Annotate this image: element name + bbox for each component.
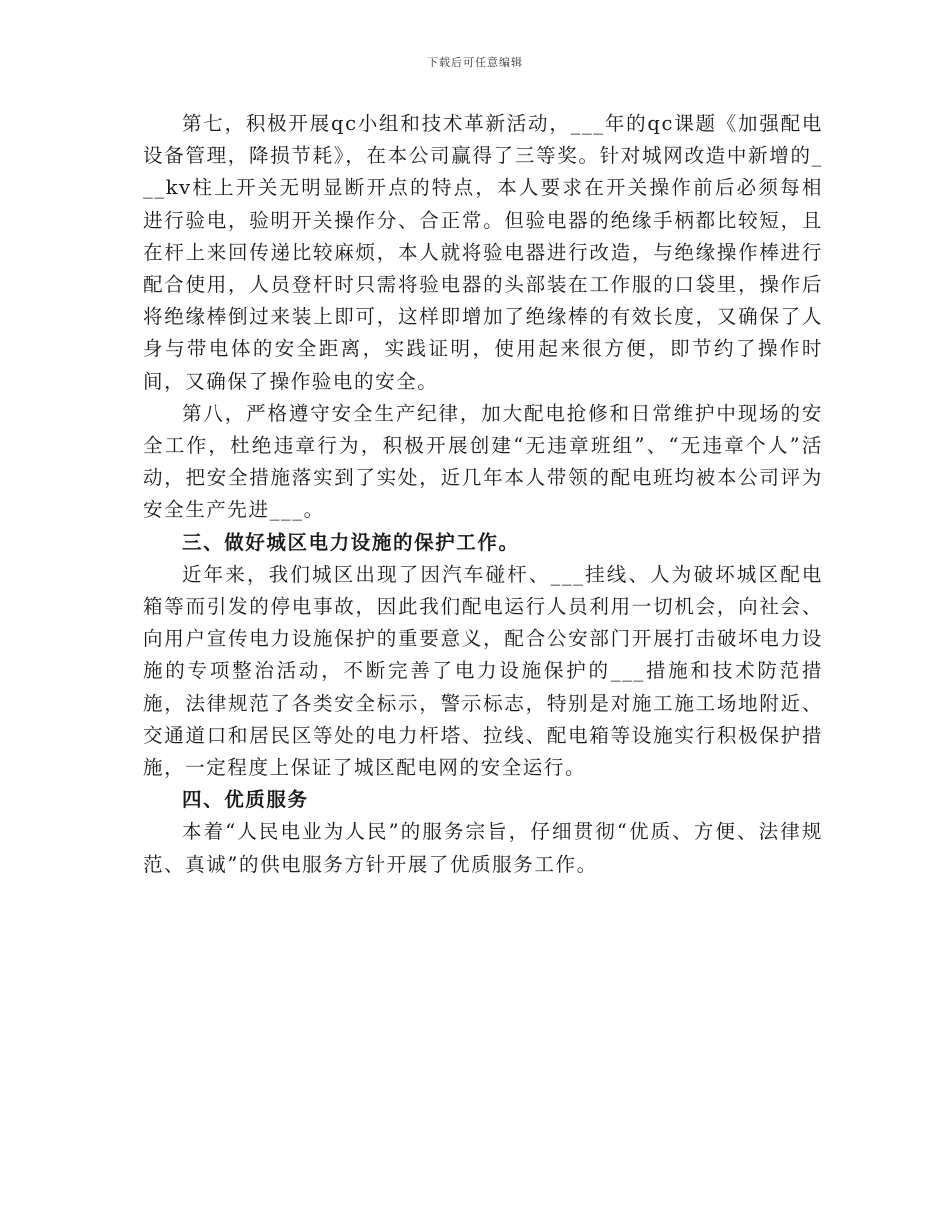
paragraph-section-4: 本着“人民电业为人民”的服务宗旨，仔细贯彻“优质、方便、法律规范、真诚”的供电服务方针开展了优质服务工作。: [143, 820, 823, 876]
paragraph-section-3: 近年来，我们城区出现了因汽车碰杆、___挂线、人为破坏城区配电箱等而引发的停电事故，因此我们配电运行人员利用一切机会，向社会、向用户宣传电力设施保护的重要意义，配合公安部门开展打击破坏电力设施的专项整治活动，不断完善了电力设施保护的___措施和技术防范措施，法律规范了各类安全标示，警示标志，特别是对施工施工场地附近、交通道口和居民区等处的电力杆塔、拉线、配电箱等设施实行积极保护措施，一定程度上保证了城区配电网的安全运行。: [143, 562, 823, 780]
section-heading-4: 四、优质服务: [182, 788, 309, 812]
section-heading-3: 三、做好城区电力设施的保护工作。: [182, 530, 520, 554]
document-body: [143, 108, 823, 881]
page-header-note: 下载后可任意编辑: [427, 56, 523, 69]
paragraph-eighth: 第八，严格遵守安全生产纪律，加大配电抢修和日常维护中现场的安全工作，杜绝违章行为，积极开展创建“无违章班组”、“无违章个人”活动，把安全措施落实到了实处，近几年本人带领的配电班均被本公司评为安全生产先进___。: [143, 401, 823, 522]
paragraph-seventh: 第七，积极开展qc小组和技术革新活动，___年的qc课题《加强配电设备管理，降损节耗》，在本公司赢得了三等奖。针对城网改造中新增的___kv柱上开关无明显断开点的特点，本人要求在开关操作前后必须每相进行验电，验明开关操作分、合正常。但验电器的绝缘手柄都比较短，且在杆上来回传递比较麻烦，本人就将验电器进行改造，与绝缘操作棒进行配合使用，人员登杆时只需将验电器的头部装在工作服的口袋里，操作后将绝缘棒倒过来装上即可，这样即增加了绝缘棒的有效长度，又确保了人身与带电体的安全距离，实践证明，使用起来很方便，即节约了操作时间，又确保了操作验电的安全。: [143, 112, 823, 393]
